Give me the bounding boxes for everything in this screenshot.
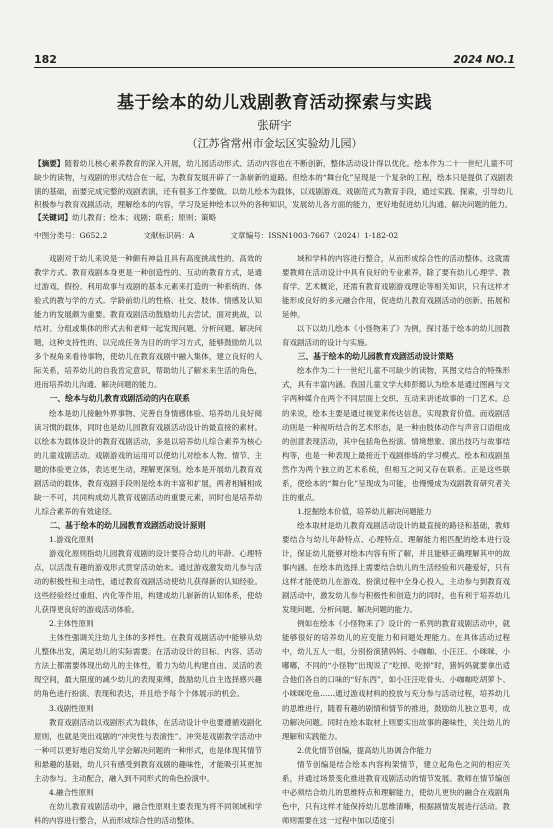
- body-paragraph: 绘本取材是幼儿教育戏剧活动设计的最直接的路径和基础，教师要结合与幼儿年龄特点、心理特点、理解能力相匹配的绘本进行设计，保证幼儿能够对绘本内容有所了解，并且能够正确理解其中的故事内涵。在绘本的选择上需要结合幼儿的生活经验和兴趣爱好，只有这样才能使幼儿在游戏、扮演过程中全身心投入，主动参与到教育戏剧活动中，激发幼儿参与积极性和创造力的同时，也有利于培养幼儿发现问题、分析问题、解决问题的能力。: [282, 520, 510, 615]
- abstract-label: 【摘要】: [34, 159, 65, 168]
- article-affiliation: （江苏省常州市金坛区实验幼儿园）: [186, 137, 363, 150]
- section-heading: 一、绘本与幼儿教育戏剧活动的内在联系: [49, 394, 190, 404]
- class-number: 中图分类号：G652.2: [34, 231, 108, 240]
- section-heading: 2.主体性原则: [49, 619, 94, 629]
- header-rule: [34, 67, 515, 68]
- keywords: [34, 212, 513, 223]
- section-heading: 4.融合性原则: [49, 787, 94, 797]
- right-column: [282, 252, 510, 825]
- left-column: [34, 252, 262, 825]
- classification-line: [34, 230, 513, 241]
- section-heading: 1.游戏化原则: [49, 534, 94, 544]
- article-number: 文章编号：ISSN1003-7667（2024）1-182-02: [230, 231, 399, 240]
- keywords-label: 【关键词】: [34, 213, 72, 222]
- body-paragraph: 情节创编是结合绘本内容构架情节，建立起角色之间的相应关系，并通过场景变化推进教育戏剧活动的情节发展。教师在情节编创中必须结合幼儿的思维特点和理解能力，使幼儿更快的融合在戏剧角色中，只有这样才能保持幼儿思维清晰，根据剧情发展进行活动。教师则需要在这一过程中加以适度引: [282, 759, 510, 825]
- page-header: [34, 50, 515, 66]
- section-heading: 三、基于绘本的幼儿园教育戏剧活动设计策略: [297, 352, 454, 362]
- section-heading: 二、基于绘本的幼儿园教育戏剧活动设计原则: [49, 520, 206, 530]
- body-paragraph: 域和学科的内容进行整合，从而形成综合性的活动整体。这就需要教师在活动设计中具有良好的专业素养，除了要有幼儿心理学、教育学、艺术概论，还需有教育戏剧游戏理论等相关知识，只有这样才能形成良好的多元融合作用，促进幼儿教育戏剧活动的创新、拓展和延伸。: [282, 254, 510, 320]
- page-number: 182: [34, 53, 57, 66]
- body-paragraph: 在幼儿教育戏剧活动中，融合性原则主要表现为将不同领域和学科的内容进行整合，从而形成综合性的活动整体。: [34, 801, 262, 825]
- body-paragraph: 例如在绘本《小怪物来了》设计的一系列的教育戏剧活动中，就能够很好的培养幼儿的应变能力和问题处理能力。在具体活动过程中，幼儿五人一组，分别扮演猪妈妈、小咖咖、小汪汪、小咪咪、小嘟嘟，不同的“小怪物”出现说了“吃掉、吃掉”时，猪妈妈就要拿出适合他们各自的口味的“好东西”，如小汪汪吃骨头、小咖咖吃胡萝卜、小咪咪吃鱼……通过游戏材料的投放与充分参与活动过程，培养幼儿的思维进行，随着有趣的剧情和情节的推进，鼓励幼儿独立思考，成功解决问题。同时在绘本取材上则要实出故事的趣味性，关注幼儿的理解和实践能力。: [282, 619, 510, 741]
- section-heading: 2.优化情节创编，提高幼儿协调合作能力: [297, 745, 432, 755]
- issue-label: 2024 NO.1: [453, 54, 515, 66]
- body-paragraph: 绘本是幼儿接触外界事物、完善自身情感体验、培养幼儿良好阅读习惯的载体，同时也是幼儿园教育戏剧活动设计的最直接的素材。以绘本为载体设计的教育戏剧活动，多是以培养幼儿综合素养为核心的儿童戏剧活动。戏剧游戏的运用可以使幼儿对绘本人物、情节、主题的体验更立体，表达更生动，理解更深刻。绘本是开展幼儿教育戏剧活动的载体，教育戏剧手段则是绘本的丰富和扩展，两者相辅相成缺一不可，共同构成幼儿教育戏剧活动的重要元素，同时也是培养幼儿综合素养的有效途径。: [34, 408, 262, 516]
- article-title: 基于绘本的幼儿戏剧教育活动探索与实践: [117, 93, 432, 113]
- body-paragraph: 戏剧对于幼儿来说是一种颇有神益且具有高度挑战性的、高效的教学方式。教育戏剧本身更是一种创造性的、互动的教育方式，是通过游戏、假扮、利用故事与戏剧的基本元素来打造的一种系统的、体验式的教与学的方式。学龄前幼儿的性格、社交、肢体、情感及认知能力的发展颇为重要。教育戏剧活动鼓励幼儿去尝试、面对挑战，以结对、分组或集体的形式去和老师一起发现问题、分析问题、解决问题，这种支持性的、以完成任务为目的的学习方式，能够鼓励幼儿以多个视角来看待事物，使幼儿在教育戏剧中融入集体，建立良好的人际关系，培养幼儿的自我肯定意识，帮助幼儿了解未来生活的角色，进而培养幼儿沟通、解决问题的能力。: [34, 254, 262, 390]
- body-paragraph: 绘本作为二十一世纪儿童不可缺少的读物，其图文结合的特殊形式，具有丰富内涵。我国儿童文学大师彭懿认为绘本是通过图画与文字两种媒介在两个不同层面上交织、互动来讲述故事的一门艺术。总的来说，绘本主要是通过视觉来传达信息，实现教育价值。而戏剧活动则是一种视听结合的艺术形态，是一种由肢体动作与声音口语组成的创意表现活动，其中包括角色扮演、情境想象、演出技巧与故事结构等，也是一种表现上最接近于戏剧排练的学习模式。绘本和戏剧虽然作为两个独立的艺术系统，但相互之间又存在联系。正是这些联系，使绘本的“舞台化”呈现成为可能，也慢慢成为戏剧教育研究者关注的重点。: [282, 366, 510, 502]
- doc-code: 文献标识码：A: [143, 231, 195, 240]
- section-heading: 1.挖掘绘本价值，培养幼儿解决问题能力: [297, 506, 432, 516]
- abstract-text: 随着幼儿核心素养教育的深入开展，幼儿园活动形式、活动内容也在不断创新，整体活动设计得以优化。绘本作为二十一世纪儿童不可缺少的读物，与戏剧的形式结合在一起，为教育发展开辟了一条崭新的道路。但绘本的“舞台化”呈现是一个复杂的工程，绘本只是提供了戏剧表演的基础，而要完成完整的戏剧表演，还有很多工作要做。以幼儿绘本为载体，以戏剧游戏、戏剧范式为教育手段，通过实践、探索，引导幼儿积极参与教育戏剧活动，理解绘本的内容，学习及延伸绘本以外的各种知识，发展幼儿各方面的能力，更好地促进幼儿沟通、解决问题的能力。: [34, 159, 514, 210]
- article-author: 张研宇: [257, 118, 292, 132]
- section-heading: 3.戏剧性原则: [49, 703, 94, 713]
- body-paragraph: 以下以幼儿绘本《小怪物来了》为例，探讨基于绘本的幼儿园教育戏剧活动的设计与实施。: [282, 324, 510, 348]
- body-paragraph: 主体性强调关注幼儿主体的多样性。在教育戏剧活动中能够从幼儿整体出发，满足幼儿的实际需要。在活动设计的目标、内容、活动方法上都需要体现出幼儿的主体性，着力为幼儿构建自由、灵活的表现空间，最大限度的减少幼儿的表现束缚，鼓励幼儿自主选择感兴趣的角色进行扮演、表现和表达，并且给予每个个体展示的机会。: [34, 633, 262, 699]
- keywords-text: 幼儿教育；绘本；戏剧；联系；原则；策略: [71, 213, 217, 222]
- body-paragraph: 游戏化原则指幼儿园教育戏剧的设计要符合幼儿的年龄、心理特点，以活泼有趣的游戏形式贯穿活动始末。通过游戏激发幼儿参与活动的积极性和主动性，通过教育戏剧活动使幼儿获得新的认知经验。这些经验经过重组、内化等作用，构建成幼儿崭新的认知体系，使幼儿获得更良好的游戏活动体验。: [34, 548, 262, 615]
- body-paragraph: 教育戏剧活动以戏剧形式为载体，在活动设计中也要遵循戏剧化原则，也就是突出戏剧的“冲突性与表演性”。冲突是戏剧教学活动中一种可以更好地启发幼儿学会解决问题的一种形式，也是体现其情节和悬趣的基础，幼儿只有感受到教育戏剧的趣味性，才能吸引其更加主动参与、主动配合，融入到不同形式的角色扮演中。: [34, 717, 262, 783]
- abstract: [34, 157, 513, 212]
